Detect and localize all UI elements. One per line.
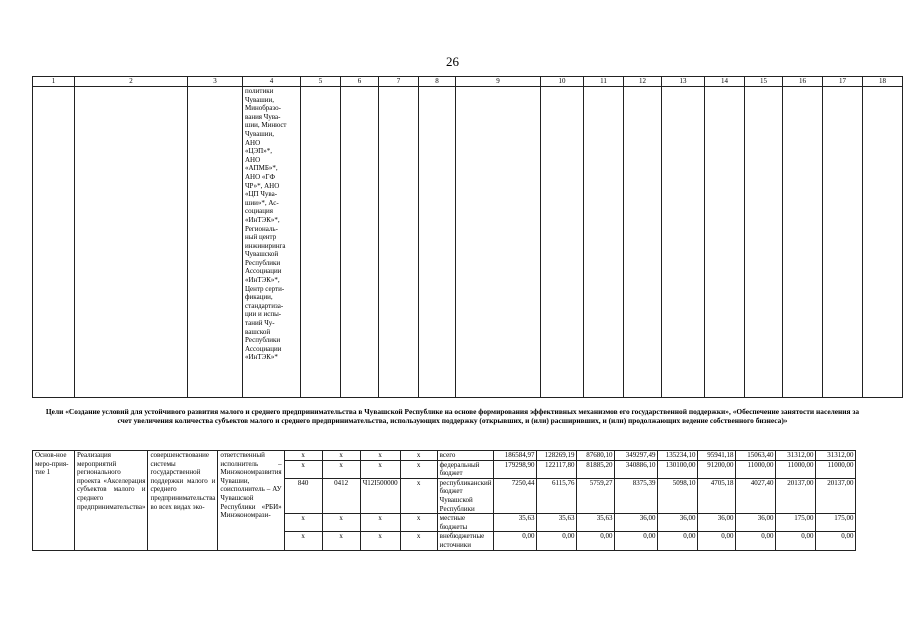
funding-source-cell: федеральный бюджет	[437, 460, 494, 478]
amount-cell: 31312,00	[776, 451, 816, 461]
amount-cell: 36,00	[736, 514, 776, 532]
funding-source-cell: республиканский бюджет Чувашской Республики	[437, 478, 494, 513]
executor-line: Республики	[245, 336, 281, 345]
activity-body	[33, 451, 856, 551]
executor-line: шии, Минюст	[245, 121, 287, 130]
amount-cell: 0,00	[615, 532, 658, 550]
amount-cell: 0,00	[776, 532, 816, 550]
code-cell: x	[284, 451, 322, 461]
executor-line: Республики	[245, 258, 281, 267]
amount-cell: 0,00	[577, 532, 615, 550]
amount-cell: 130100,00	[658, 460, 698, 478]
continuation-table	[32, 76, 903, 398]
amount-cell: 5759,27	[577, 478, 615, 513]
activity-table	[32, 450, 856, 551]
amount-cell: 36,00	[658, 514, 698, 532]
col-header: 8	[419, 77, 456, 87]
col-header: 14	[705, 77, 745, 87]
amount-cell: 91200,00	[698, 460, 736, 478]
funding-source-cell: внебюджетные источники	[437, 532, 494, 550]
executor-line: «АПМБ»*,	[245, 164, 278, 173]
col-header: 5	[301, 77, 341, 87]
code-cell: x	[322, 514, 360, 532]
amount-cell: 4027,40	[736, 478, 776, 513]
funding-source-cell: местные бюджеты	[437, 514, 494, 532]
executor-line: ЧР»*, АНО	[245, 181, 280, 190]
activity-type-cell: Основ-ное меро-прия-тие 1	[33, 451, 75, 551]
amount-cell: 135234,10	[658, 451, 698, 461]
funding-source-cell: всего	[437, 451, 494, 461]
code-cell: 0412	[322, 478, 360, 513]
code-cell: x	[400, 514, 437, 532]
code-cell: x	[322, 532, 360, 550]
code-cell: x	[400, 451, 437, 461]
executor-line: ции и испы-	[245, 310, 282, 319]
code-cell: x	[284, 532, 322, 550]
amount-cell: 36,00	[698, 514, 736, 532]
column-number-row	[33, 77, 903, 87]
activity-name-cell: Реализация мероприятий регионального проекта «Акселерация субъектов малого и среднего предпринимательства»	[75, 451, 148, 551]
executor-line: «ИнТЭК»*,	[245, 276, 280, 285]
executor-line: социация	[245, 207, 273, 216]
executor-line: «ИнТЭК»*	[245, 353, 278, 362]
executor-line: Чувашии,	[245, 129, 275, 138]
code-cell: x	[360, 460, 400, 478]
code-cell: x	[322, 460, 360, 478]
executor-line: АНО	[245, 155, 261, 164]
executor-line: таний Чу-	[245, 319, 275, 328]
funding-row	[33, 451, 856, 461]
executor-line: Чувашской	[245, 250, 279, 259]
amount-cell: 15063,40	[736, 451, 776, 461]
executor-line: Минобразо-	[245, 104, 281, 113]
amount-cell: 175,00	[816, 514, 856, 532]
amount-cell: 8375,39	[615, 478, 658, 513]
amount-cell: 0,00	[537, 532, 577, 550]
executor-line: «ЦП Чува-	[245, 190, 278, 199]
amount-cell: 35,63	[494, 514, 537, 532]
amount-cell: 0,00	[658, 532, 698, 550]
goal-heading: Цели «Создание условий для устойчивого развития малого и среднего предпринимательства в Чувашской Республике на основе формирования эффективных механизмов его государственной поддержки», «Обеспечение занятости населения за счет увеличения количества субъектов малого и среднего предпринимательства, использующих поддержку (открывших, и (или) расширивших, и (или) продолжающих ведение собственного бизнеса)»	[45, 407, 860, 426]
col-header: 15	[745, 77, 783, 87]
executor-line: ный центр	[245, 233, 277, 242]
executor-line: АНО «ГФ	[245, 172, 275, 181]
code-cell: x	[400, 478, 437, 513]
col-header: 4	[243, 77, 301, 87]
executor-line: Ассоциации	[245, 267, 282, 276]
amount-cell: 186584,97	[494, 451, 537, 461]
amount-cell: 11000,00	[736, 460, 776, 478]
col-header: 13	[662, 77, 705, 87]
col-header: 11	[584, 77, 624, 87]
amount-cell: 95941,18	[698, 451, 736, 461]
col-header: 6	[341, 77, 379, 87]
amount-cell: 11000,00	[816, 460, 856, 478]
executor-line: шии»*, Ас-	[245, 198, 279, 207]
code-cell: x	[284, 514, 322, 532]
amount-cell: 128269,19	[537, 451, 577, 461]
col-header: 18	[863, 77, 903, 87]
col-header: 10	[541, 77, 584, 87]
activity-executor-cell: ответственный исполнитель – Минэкономразвития Чувашии, соисполнитель – АУ Чувашской Республики «РБИ» Минэкономрази-	[218, 451, 284, 551]
amount-cell: 20137,00	[816, 478, 856, 513]
executor-line: стандартиза-	[245, 301, 284, 310]
amount-cell: 87680,10	[577, 451, 615, 461]
executor-line: Ассоциации	[245, 344, 282, 353]
activity-task-cell: совершенствование системы государственной поддержки малого и среднего предпринимательства во всех видах эко-	[148, 451, 218, 551]
executor-line: «ЦЭП»*,	[245, 147, 272, 156]
code-cell: x	[360, 514, 400, 532]
amount-cell: 36,00	[615, 514, 658, 532]
col-header: 17	[823, 77, 863, 87]
amount-cell: 31312,00	[816, 451, 856, 461]
code-cell: x	[400, 532, 437, 550]
col-header: 16	[783, 77, 823, 87]
amount-cell: 340886,10	[615, 460, 658, 478]
amount-cell: 11000,00	[776, 460, 816, 478]
amount-cell: 35,63	[577, 514, 615, 532]
col-header: 3	[188, 77, 243, 87]
code-cell: x	[360, 451, 400, 461]
amount-cell: 0,00	[698, 532, 736, 550]
amount-cell: 179298,90	[494, 460, 537, 478]
executor-line: политики	[245, 87, 274, 95]
continuation-row	[33, 87, 903, 398]
executor-line: инжиниринга	[245, 241, 286, 250]
col-header: 2	[75, 77, 188, 87]
col-header: 9	[456, 77, 541, 87]
col-header: 7	[379, 77, 419, 87]
amount-cell: 5098,10	[658, 478, 698, 513]
amount-cell: 0,00	[736, 532, 776, 550]
amount-cell: 6115,76	[537, 478, 577, 513]
page-number: 26	[446, 54, 459, 69]
amount-cell: 0,00	[494, 532, 537, 550]
amount-cell: 175,00	[776, 514, 816, 532]
amount-cell: 122117,80	[537, 460, 577, 478]
code-cell: 840	[284, 478, 322, 513]
code-cell: x	[400, 460, 437, 478]
col-header: 12	[624, 77, 662, 87]
code-cell: Ч12I500000	[360, 478, 400, 513]
amount-cell: 0,00	[816, 532, 856, 550]
executor-line: Центр серти-	[245, 284, 285, 293]
executors-continued-cell	[243, 87, 301, 398]
amount-cell: 7250,44	[494, 478, 537, 513]
code-cell: x	[322, 451, 360, 461]
col-header: 1	[33, 77, 75, 87]
executor-line: АНО	[245, 138, 261, 147]
code-cell: x	[360, 532, 400, 550]
executor-line: вашской	[245, 327, 271, 336]
executor-line: фикации,	[245, 293, 273, 302]
executor-line: «ИнТЭК»*,	[245, 215, 280, 224]
executor-line: Региональ-	[245, 224, 278, 233]
executor-line: вания Чува-	[245, 112, 281, 121]
executor-line: Чувашии,	[245, 95, 275, 104]
amount-cell: 20137,00	[776, 478, 816, 513]
code-cell: x	[284, 460, 322, 478]
amount-cell: 349297,49	[615, 451, 658, 461]
amount-cell: 81885,20	[577, 460, 615, 478]
amount-cell: 4705,18	[698, 478, 736, 513]
amount-cell: 35,63	[537, 514, 577, 532]
